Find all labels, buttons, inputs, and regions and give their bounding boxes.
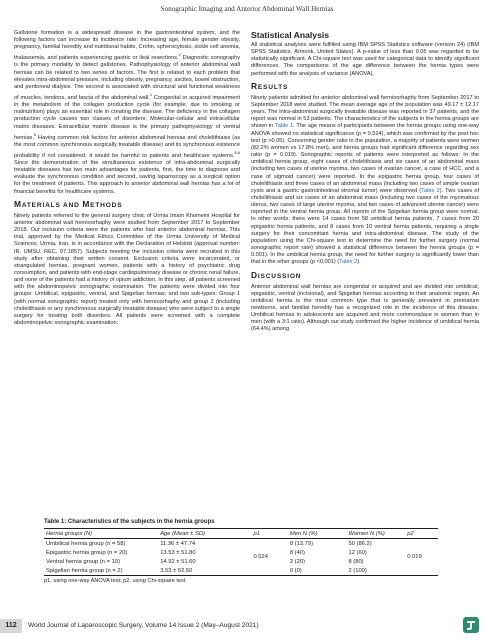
methods-heading: MATERIALS AND METHODS [14,198,123,209]
table1-grid [44,528,438,576]
statistical-analysis-heading: Statistical Analysis [251,30,330,40]
table-cell: 13.53 ± 51.80 [160,549,196,556]
table1 [44,519,438,584]
table2-link[interactable]: Table 2 [421,187,440,194]
table-cell: 3.53 ± 52.50 [160,567,193,574]
table-cell: Umbilical hernia group (n = 58) [46,540,126,547]
table1-caption: Table 1: Characteristics of the subjects in the hernia groups [44,519,215,525]
journal-citation: World Journal of Laparoscopic Surgery, Volume 14 Issue 2 (May–August 2021) [28,622,259,629]
running-head: Sonographic Imaging and Anterior Abdominal Wall Hernias [160,5,334,13]
table-cell: 50 (86.2) [348,540,372,547]
jaypee-publisher-logo-icon [462,616,480,634]
col-header: Women N (%) [348,530,385,537]
table-cell: Spigelian hernia group (n = 2) [46,567,123,574]
col-header: Men N (%) [289,530,318,537]
col-header: Hernia groups (N) [46,530,93,537]
results-heading: RESULTS [251,80,289,91]
table1-link[interactable]: Table 1 [274,123,294,130]
p1-cell: 0.524 [253,554,268,560]
table-cell: 12 (60) [348,549,367,556]
table-row [44,548,438,557]
table1-footnote: p1, using one-way ANOVA test; p2, using Chi-square test [44,578,186,584]
table-cell: 8 (13.79) [289,540,314,547]
table-cell: 2 (100) [348,567,367,574]
table-cell: Ventral hernia group (n = 10) [46,558,120,565]
discussion-paragraph: Anterior abdominal wall hernias are congenital or acquired and are divided into umbilical, epigastric, ventral (incisional), and Spigelian hernias according to their anatomic region. An umbilical hernia is the most common type that is generally prevalent in premature newborns, and familial heredity has a recognized role in the incidence of this disease. Umbilical hernias in adolescents are acquired and more commonplace in women than in men (with a 3:1 ratio). Although our study confirmed the higher incidence of umbilical hernia (64.4%) among [251,283,479,333]
page-footer [0,616,494,636]
table-cell: 8 (80) [348,558,364,565]
table2-link-2[interactable]: Table 2 [339,259,358,266]
p2-cell: 0.019 [407,554,422,560]
page-number: 112 [0,619,22,633]
table-cell: Epigastric hernia group (n = 20) [46,549,128,556]
table-cell: 0 (0) [289,567,302,574]
statistical-analysis-paragraph: All statistical analyses were fulfilled using IBM SPSS Statistics software (version 24) (IBM SPSS Statistics, Armonk, United States). A p-value of less than 0.05 was regarded to be statistically significant. A Chi-square test was used for categorical data to identify significant differences. The comparisons of the age difference between the hernia types were performed with the analysis of variance (ANOVA). [251,42,479,77]
results-paragraph: Ninety patients admitted for anterior abdominal wall hernioorhaphy from September 2017 to September 2018 were studied. The mean average age of the population was 49.17 ± 12.17 years. The intra-abdominal surgically treatable disease was reported in 37 patients, and the report was normal in 53 patients. The characteristics of the subjects in the hernia groups are shown in Table 1. The age means of participants between the hernia groups using one-way ANOVA showed no statistical significance (p = 0.524), which was confirmed by the post hoc test (p >0.05). Concerning gender ratio in the population, a majority of patients were women (82.2% women vs 17.8% men), and hernia groups had significant difference regarding sex ratio (p = 0.019). Sonographic reports of patients were interpreted as follows: In the umbilical hernia group, eight cases of cholelithiasis and six cases of an abdominal mass (including two cases of uterine myoma, two cases of ovarian cancer, a case of HCC, and a case of sigmoid cancer) were reported. In the epigastric hernia group, four cases of cholelithiasis and three cases of an abdominal mass (including two cases of simple ovarian cysts and a gastric gastrointestinal stromal tumor) were observed (Table 2). Two cases of cholelithiasis and six cases of an abdominal mass (including two cases of the myomatous uterus, two cases of large uterine myoma, and two cases of advanced uterine cancer) were reported in the ventral hernia group. All reports of the Spigelian hernia group were normal. In other words, there were 14 cases from 58 umbilical hernia patients, 7 cases from 20 epigastric hernia patients, and 8 cases from 10 ventral hernia patients, requiring a single surgery for their concomitant hernia and intra-abdominal disease. The study of the population using the Chi-square test to determine the need for further surgery (normal sonographic report rate) showed a statistical difference between the hernia groups (p = 0.001). In the umbilical hernia group, the need for further surgery is significantly lower than that in the other groups (p <0.001) (Table 2). [251,94,479,266]
table-cell: 11.36 ± 47.74 [160,540,196,547]
col-header: p1 [253,530,260,537]
table-header-row [44,529,438,539]
table-row [44,557,438,566]
discussion-heading: DISCUSSION [251,269,302,280]
methods-paragraph: Ninety patients referred to the general surgery clinic of Urmia Imam Khomeini Hospital for anterior abdominal wall hernioorhaphy were studied from September 2017 to September 2018. Our inclusion criteria were the patients who had anterior abdominal hernias. This trial, approved by the Medical Ethics Committee of the Urmia University of Medical Sciences, Urmia, Iran, is in accordance with the Declaration of Helsinki (approval number: IR. UMSU. REC. 97.1857). Subjects meeting the inclusion criteria were recruited in this study after obtaining their written consent. Exclusion criteria were incarcerated, or strangulated hernias, pregnant women, patients with a history of psychiatric drug consumption, and patients with end-stage cardiopulmonary disease or chronic renal failure, and none of the patients had a history of opium addiction. In this step, all patients screened with the abdominopelvic sonographic examination. The patients were divided into four groups: Umbilical, epigastric, ventral, and Spigelian hernias; and two sub-types: Group 1 (with normal sonographic report) treated only with hernioorhaphy and group 2 (including cholelithiasis or any synchronous surgically treatable disease) who were subject to a single surgery for treating both disorders. All patients were screened with a complete abdominopelvic sonographic examination. [14,212,240,327]
table-row [44,539,438,549]
table-cell: 2 (20) [289,558,305,565]
left-column [14,30,240,327]
table-cell: 14.92 ± 51.60 [160,558,196,565]
table-row [44,566,438,576]
col-header: p2 [407,530,414,537]
right-column [251,30,479,334]
table-cell: 8 (40) [289,549,305,556]
intro-paragraph: Gallstone formation is a widespread disease in the gastrointestinal system, and the following factors can increase its incidence rate: Increasing age, female gender obesity, pregnancy, familial heredity and nutritional habits, Crohn, spherocytosis, sickle cell anemia, thalassemia, and patients experiencing gastric or ileal resections.$^2$ Diagnostic sonography is the primary modality to detect gallstones. Pathophysiology of anterior abdominal wall hernias can be related to two series of factors. The first is related to each problem that elevates intra-abdominal pressure, including obesity, pregnancy, ascites, bowel obstruction, and peritoneal dialysis. The second is associated with structural and functional weakness of muscles, tendons, and fascia of the abdominal wall.$^1$ Congenital or acquired impairment in the metabolism of the collagen production cycle (for example, due to smoking or malnutrition) plays an essential role in creating the disease. The deficiency in the collagen production cycle causes two classes of disorders: Molecular-cellular and extracellular matrix diseases. Extracellular matrix disease is the primary pathophysiology of ventral hernias.$^5$ Having common risk factors for anterior abdominal hernias and cholelithiasis (as the most common synchronous surgically treatable disease) and its synchronous existence probability if not considered, it would be harmful to patients and healthcare systems.$^{5,6}$ Since the demonstration of the simultaneous existence of intra-abdominal surgically treatable diseases has two main advantages for patients, first, the time to diagnose and evaluate the synchronous condition and second, saving laparoscopy as a surgical option for the treatment of patients. This approach to anterior abdominal wall hernias has a lot of financial benefits for healthcare systems. [14,30,241,195]
col-header: Age (Mean ± SD) [160,530,205,537]
